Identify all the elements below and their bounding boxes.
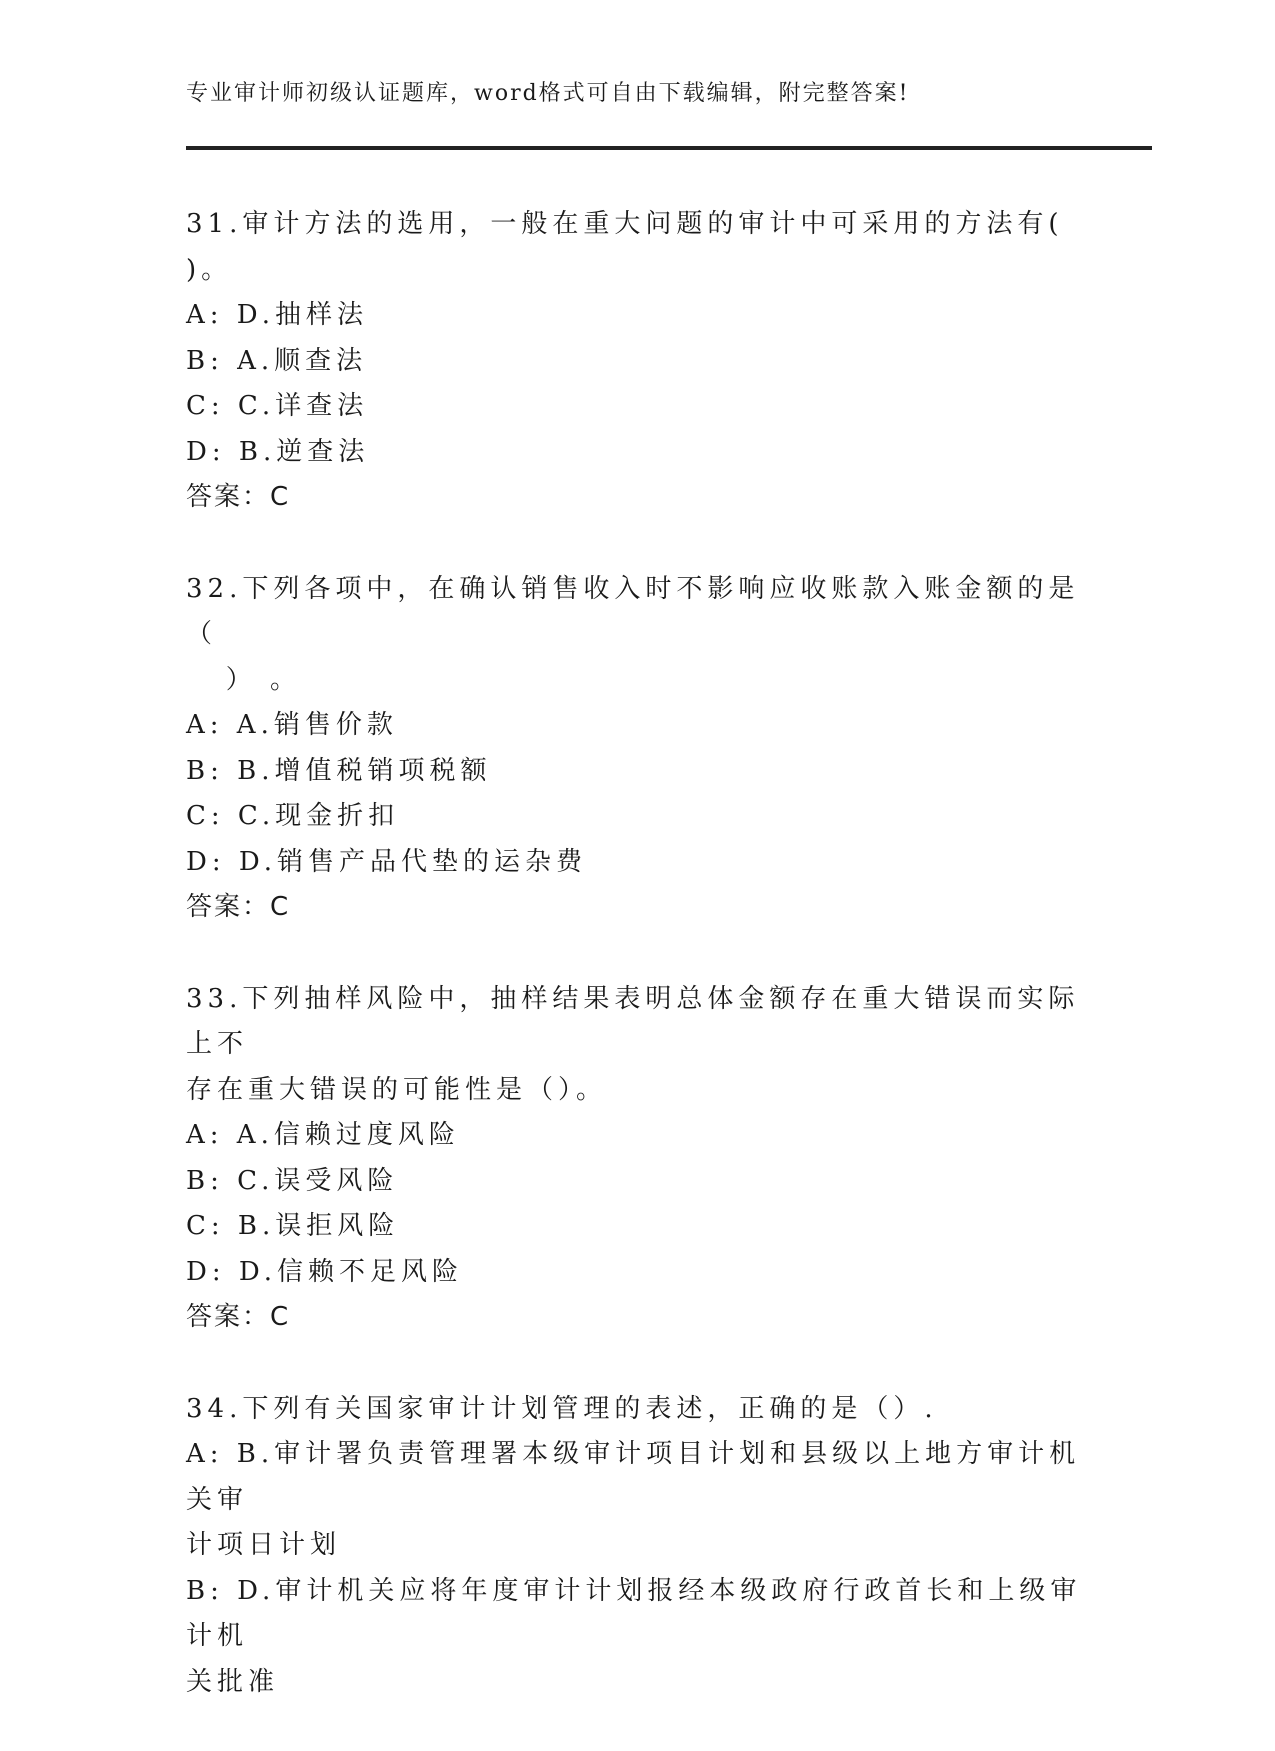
question-33 [186,977,1086,1341]
option-c: C: B.误拒风险 [186,1211,400,1241]
option-a-continued: 计项日计划 [186,1530,342,1560]
option-b: B: A.顺查法 [186,345,368,376]
question-stem-continued: ） 。 [186,664,302,695]
page-header: 专业审计师初级认证题库，word格式可自由下载编辑，附完整答案! [186,81,910,106]
option-b-continued: 关批准 [186,1666,280,1697]
option-a: A: D.抽样法 [186,300,368,330]
question-stem-continued: 存在重大错误的可能性是（）。 [186,1074,608,1105]
option-b: B: D.审计机关应将年度审计计划报经本级政府行政首长和上级审计机 [186,1575,1082,1651]
question-31 [186,202,1086,521]
question-stem: 32.下列各项中，在确认销售收入时不影响应收账款入账金额的是（ [186,573,1080,649]
option-a: A: A.销售价款 [186,710,398,740]
option-d: D: D.信赖不足风险 [186,1256,464,1287]
option-b: B: B.增值税销项税额 [186,755,492,786]
question-stem: 33.下列抽样风险中，抽样结果表明总体金额存在重大错误而实际上不 [186,983,1080,1059]
question-stem: 34.下列有关国家审计计划管理的表述，正确的是（）. [186,1393,938,1424]
option-d: D: B.逆查法 [186,436,370,467]
option-c: C: C.现金折扣 [186,801,400,831]
question-list [186,202,1086,1751]
answer-label: 答案：C [186,892,291,922]
option-d: D: D.销售产品代垫的运杂费 [186,846,588,877]
question-stem: 31.审计方法的选用，一般在重大问题的审计中可采用的方法有( )。 [186,209,1077,285]
option-b: B: C.误受风险 [186,1165,399,1196]
header-divider [186,146,1152,150]
option-a: A: A.信赖过度风险 [186,1120,460,1150]
option-a: A: B.审计署负责管理署本级审计项目计划和县级以上地方审计机关审 [186,1439,1081,1515]
question-32 [186,567,1086,931]
answer-label: 答案：C [186,1302,291,1332]
option-c: C: C.详查法 [186,391,369,421]
answer-label: 答案：C [186,482,291,512]
question-34 [186,1387,1086,1706]
